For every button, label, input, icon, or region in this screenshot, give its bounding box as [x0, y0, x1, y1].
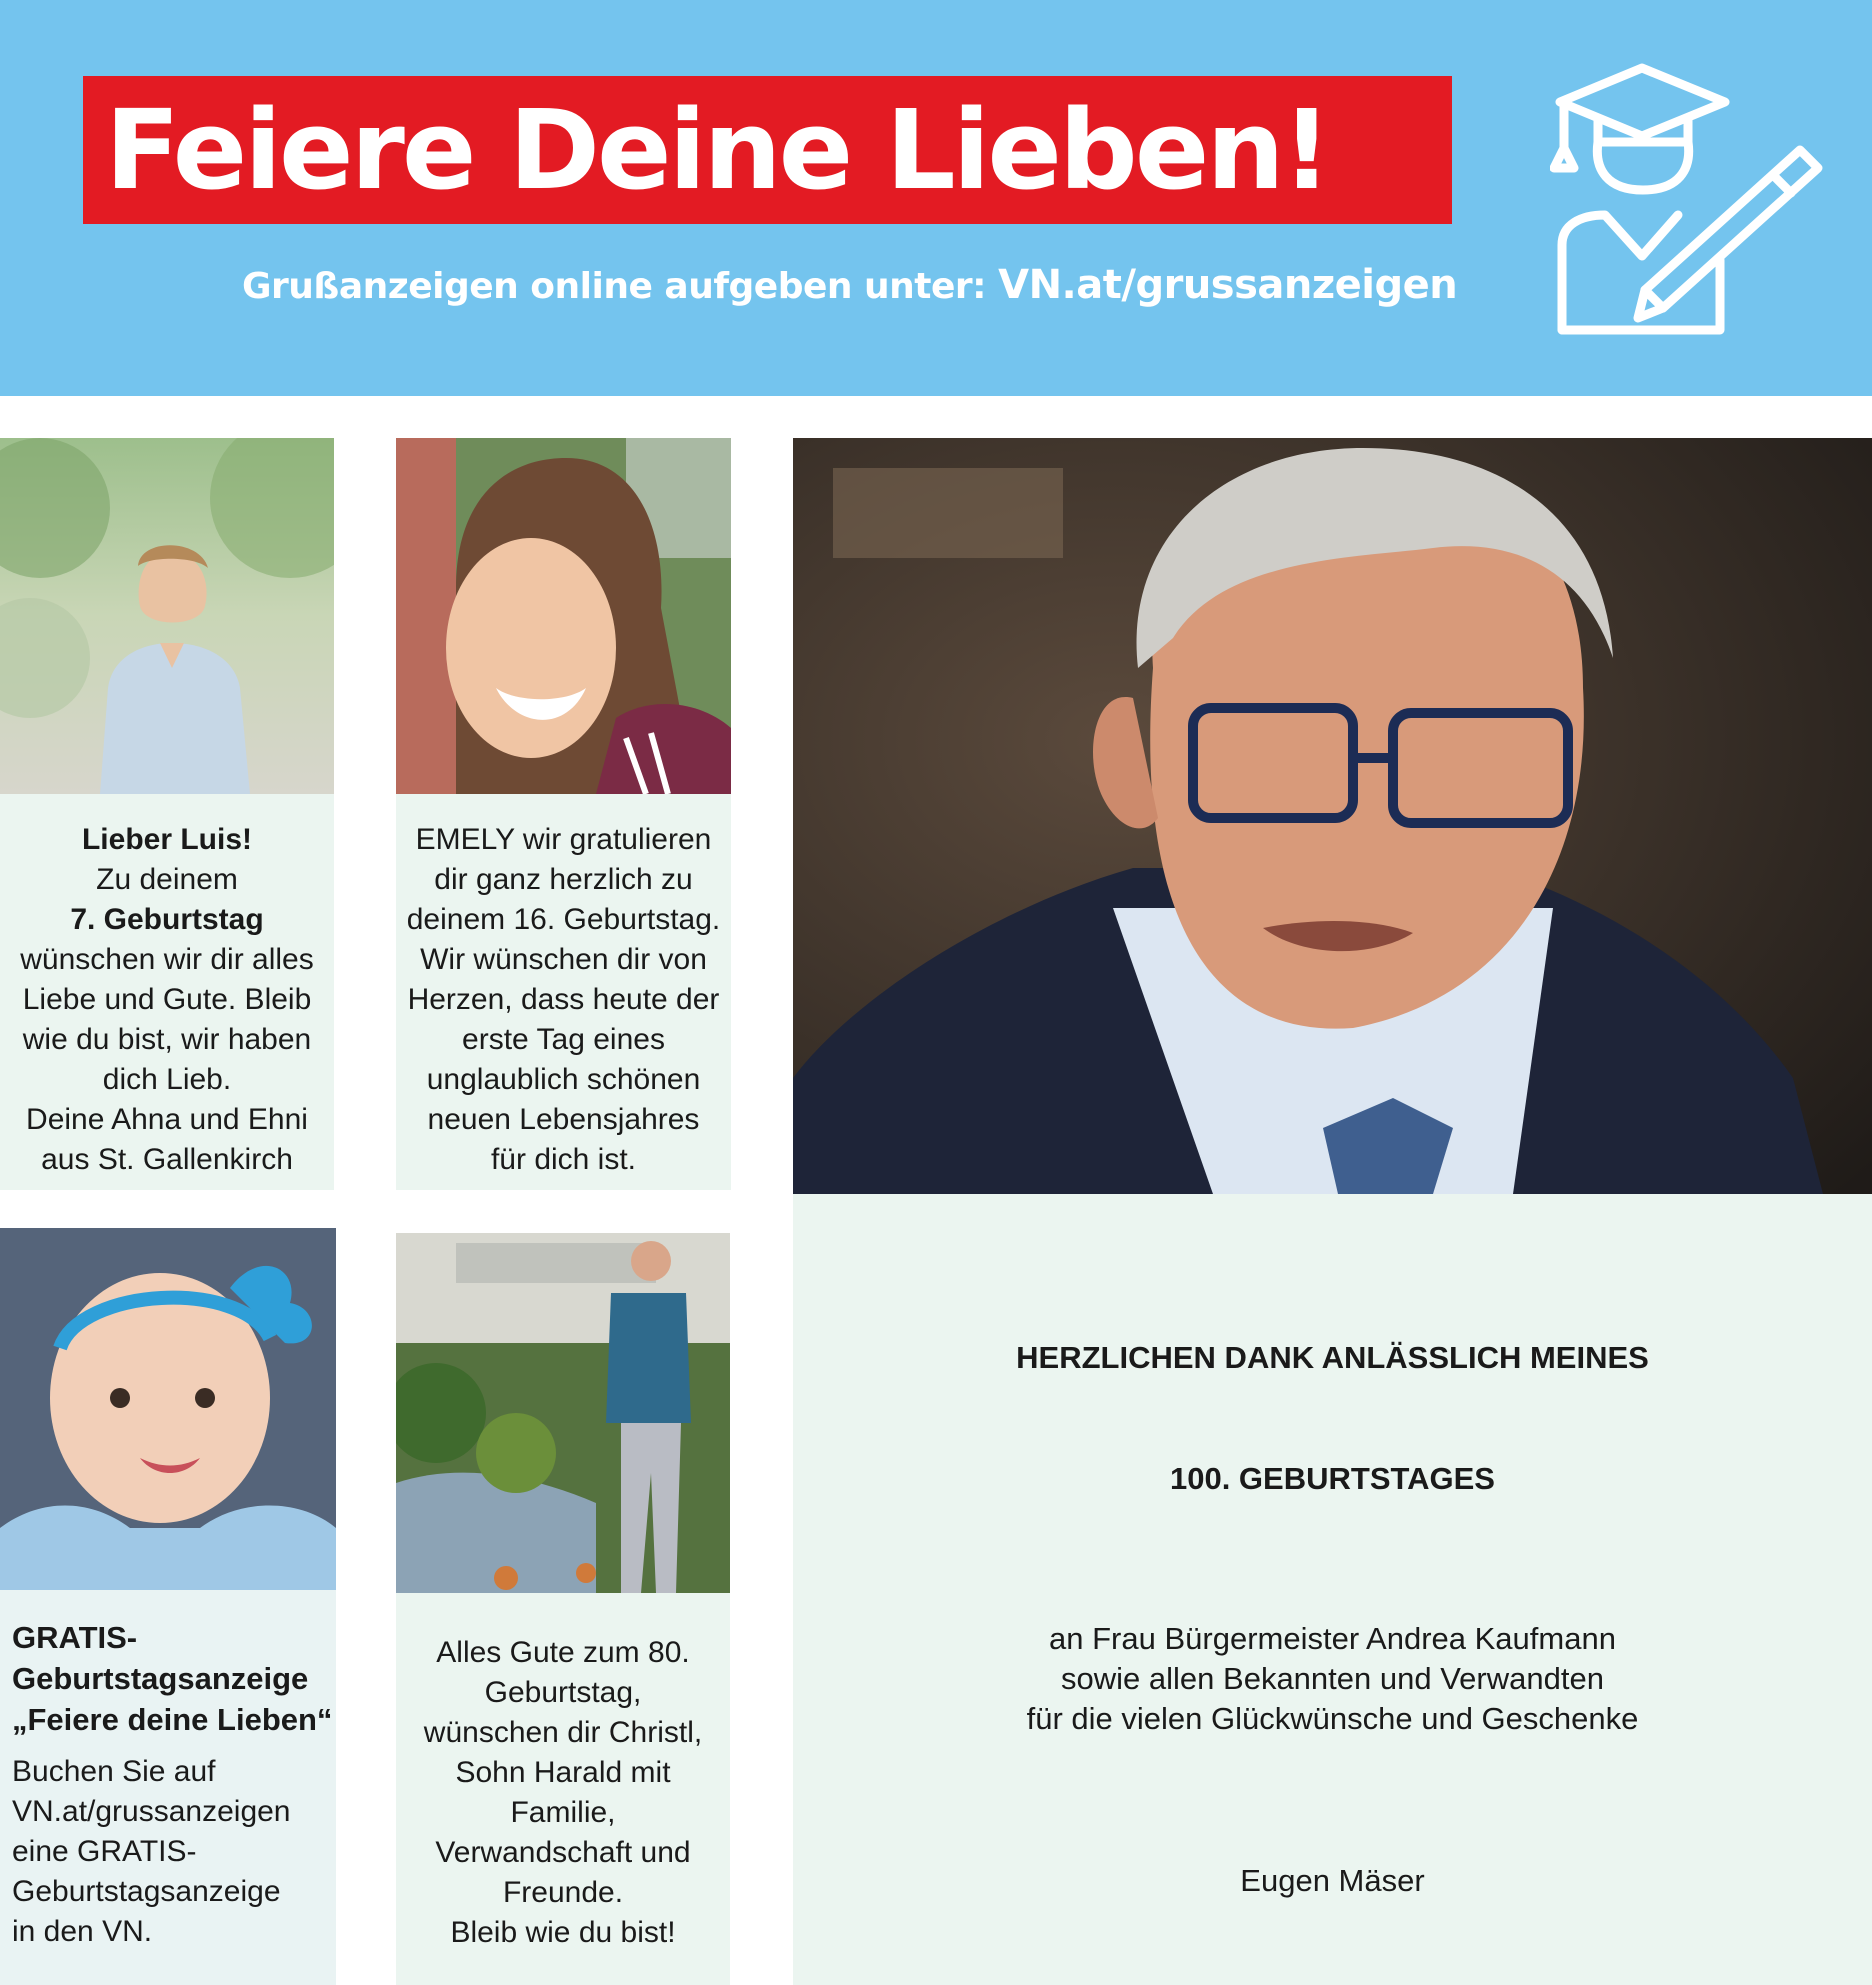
text-line: eine GRATIS- — [12, 1835, 197, 1868]
text-line: Buchen Sie auf — [12, 1755, 216, 1788]
text-line: wünschen dir Christl, — [423, 1716, 703, 1749]
graduate-with-pen-icon — [1550, 60, 1830, 350]
text-line: Freunde. — [502, 1876, 624, 1909]
text-line: Liebe und Gute. Bleib — [22, 983, 312, 1016]
text-line: Verwandschaft und — [435, 1836, 691, 1869]
text-line: Bleib wie du bist! — [450, 1916, 676, 1949]
text-line: dir ganz herzlich zu — [434, 863, 693, 896]
text-line: in den VN. — [12, 1915, 153, 1948]
text-line: dich Lieb. — [102, 1063, 232, 1096]
card-promo — [0, 1228, 336, 1985]
text-line: für die vielen Glückwünsche und Geschenke — [1026, 1701, 1639, 1736]
card-promo-text — [12, 1617, 332, 1952]
text-line: deinem 16. Geburtstag. — [406, 903, 721, 936]
text-line: an Frau Bürgermeister Andrea Kaufmann — [1049, 1621, 1616, 1656]
text-line: aus St. Gallenkirch — [41, 1143, 293, 1176]
card-eighty-photo — [396, 1233, 730, 1593]
page-title: Feiere Deine Lieben! — [105, 86, 1329, 214]
text-line: Wir wünschen dir von — [420, 943, 707, 976]
card-eighty-text — [396, 1633, 730, 1953]
text-line: Alles Gute zum 80. — [436, 1636, 690, 1669]
card-luis-photo — [0, 438, 334, 794]
text-line: 7. Geburtstag — [70, 903, 264, 936]
card-hundred-heading-2: 100. GEBURTSTAGES — [1169, 1461, 1495, 1496]
text-line: wie du bist, wir haben — [22, 1023, 312, 1056]
header-banner — [0, 0, 1872, 396]
card-eighty — [396, 1233, 730, 1985]
card-emely-photo — [396, 438, 731, 794]
promo-link[interactable]: VN.at/grussanzeigen — [12, 1795, 291, 1828]
text-line: EMELY wir gratulieren — [415, 823, 712, 856]
card-hundred-photo — [793, 438, 1872, 1194]
card-emely — [396, 438, 731, 1190]
subtitle-prefix: Grußanzeigen online aufgeben unter: — [242, 266, 999, 307]
card-hundred-signature: Eugen Mäser — [1240, 1863, 1425, 1898]
title-box — [83, 76, 1452, 224]
text-line: unglaublich schönen — [426, 1063, 701, 1096]
card-promo-photo — [0, 1228, 336, 1590]
text-line: Zu deinem — [96, 863, 238, 896]
text-line: erste Tag eines — [462, 1023, 665, 1056]
text-line: Deine Ahna und Ehni — [26, 1103, 308, 1136]
text-line: neuen Lebensjahres — [427, 1103, 700, 1136]
subtitle — [242, 262, 1457, 308]
card-hundred — [793, 438, 1872, 1985]
text-line: GRATIS- — [12, 1620, 138, 1655]
text-line: für dich ist. — [490, 1143, 637, 1176]
text-line: Herzen, dass heute der — [407, 983, 720, 1016]
promo-heading — [12, 1617, 332, 1740]
text-line: Geburtstagsanzeige — [12, 1661, 309, 1696]
text-line: Familie, — [510, 1796, 616, 1829]
text-line: Geburtstag, — [484, 1676, 642, 1709]
text-line: Lieber Luis! — [81, 823, 253, 856]
text-line: „Feiere deine Lieben“ — [12, 1702, 333, 1737]
text-line: wünschen wir dir alles — [20, 943, 314, 976]
promo-body — [12, 1752, 332, 1952]
text-line: sowie allen Bekannten und Verwandten — [1061, 1661, 1604, 1696]
text-line: Geburtstagsanzeige — [12, 1875, 281, 1908]
subtitle-url[interactable]: VN.at/grussanzeigen — [998, 262, 1458, 308]
card-hundred-body — [793, 1619, 1872, 1739]
card-hundred-heading-1: HERZLICHEN DANK ANLÄSSLICH MEINES — [1016, 1340, 1649, 1375]
text-line: Sohn Harald mit — [455, 1756, 671, 1789]
card-emely-text — [396, 820, 731, 1180]
card-luis — [0, 438, 334, 1190]
card-luis-text — [0, 820, 334, 1180]
